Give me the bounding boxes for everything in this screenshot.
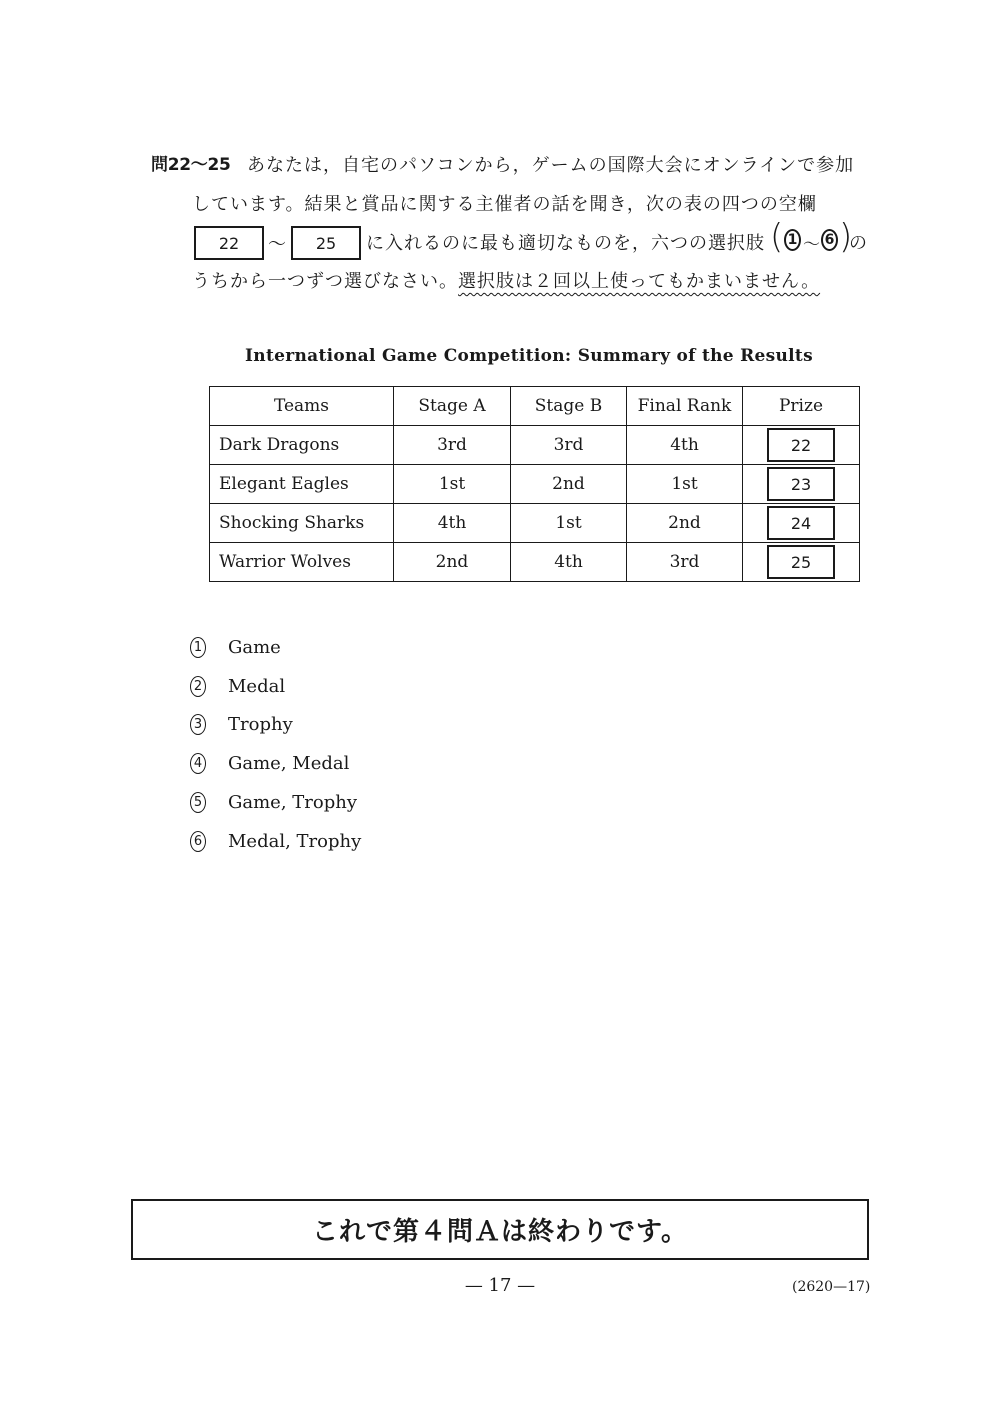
answer-box-end: 25 [291, 226, 361, 260]
question-text-line1: あなたは，自宅のパソコンから，ゲームの国際大会にオンラインで参加 [247, 155, 855, 176]
option-item [190, 753, 349, 774]
table-row [210, 426, 860, 465]
section-end-notice: これで第４問Ａは終わりです。 [131, 1199, 869, 1260]
stage-a-rank: 3rd [394, 426, 511, 465]
left-paren: ( [770, 217, 784, 257]
question-text-line2: しています。結果と賞品に関する主催者の話を聞き，次の表の四つの空欄 [192, 194, 817, 215]
header-stage-b: Stage B [511, 387, 627, 426]
option-text: Game, Medal [228, 753, 350, 774]
results-table [209, 386, 860, 582]
question-number: 問22～25 [151, 155, 231, 175]
option-item [190, 637, 281, 658]
team-name: Warrior Wolves [210, 543, 394, 582]
prize-cell [743, 543, 860, 582]
stage-b-rank: 2nd [511, 465, 627, 504]
option-number-circle: 1 [190, 637, 206, 658]
header-prize: Prize [743, 387, 860, 426]
header-stage-a: Stage A [394, 387, 511, 426]
prize-answer-box: 23 [767, 467, 835, 501]
table-row [210, 504, 860, 543]
question-text-line4 [192, 267, 820, 293]
final-rank: 4th [627, 426, 743, 465]
prize-cell [743, 504, 860, 543]
final-rank: 3rd [627, 543, 743, 582]
choice-tilde: ～ [803, 235, 820, 255]
table-row [210, 465, 860, 504]
circled-number-first: 1 [784, 229, 801, 251]
stage-b-rank: 4th [511, 543, 627, 582]
header-teams: Teams [210, 387, 394, 426]
option-number-circle: 6 [190, 831, 206, 852]
option-text: Game, Trophy [228, 792, 358, 813]
range-tilde: ～ [268, 234, 286, 255]
answer-box-start: 22 [194, 226, 264, 260]
prize-answer-box: 24 [767, 506, 835, 540]
stage-b-rank: 1st [511, 504, 627, 543]
page-number: — 17 — [464, 1275, 536, 1296]
option-text: Game [228, 637, 281, 658]
prize-cell [743, 426, 860, 465]
circled-number-last: 6 [821, 229, 838, 251]
table-row [210, 543, 860, 582]
header-final-rank: Final Rank [627, 387, 743, 426]
final-rank: 1st [627, 465, 743, 504]
prize-cell [743, 465, 860, 504]
stage-a-rank: 1st [394, 465, 511, 504]
right-paren: ) [839, 217, 853, 257]
prize-answer-box: 25 [767, 545, 835, 579]
team-name: Shocking Sharks [210, 504, 394, 543]
instruction-text: うちから一つずつ選びなさい。 [192, 271, 458, 292]
page-code: (2620—17) [792, 1279, 871, 1295]
stage-b-rank: 3rd [511, 426, 627, 465]
prize-answer-box: 22 [767, 428, 835, 462]
option-item [190, 714, 293, 735]
option-item [190, 831, 361, 852]
question-text-line3: に入れるのに最も適切なものを，六つの選択肢 [366, 233, 765, 254]
team-name: Dark Dragons [210, 426, 394, 465]
team-name: Elegant Eagles [210, 465, 394, 504]
option-item [190, 676, 285, 697]
option-number-circle: 3 [190, 714, 206, 735]
final-rank: 2nd [627, 504, 743, 543]
option-item [190, 792, 357, 813]
option-text: Medal, Trophy [228, 831, 362, 852]
stage-a-rank: 2nd [394, 543, 511, 582]
table-title: International Game Competition: Summary of the Results [245, 346, 813, 366]
option-text: Trophy [228, 714, 293, 735]
reuse-note-underlined: 選択肢は２回以上使ってもかまいません。 [458, 271, 821, 292]
option-number-circle: 2 [190, 676, 206, 697]
option-text: Medal [228, 676, 286, 697]
stage-a-rank: 4th [394, 504, 511, 543]
option-number-circle: 4 [190, 753, 206, 774]
table-header-row [210, 387, 860, 426]
option-number-circle: 5 [190, 792, 206, 813]
question-text-line3-end: の [849, 233, 867, 254]
